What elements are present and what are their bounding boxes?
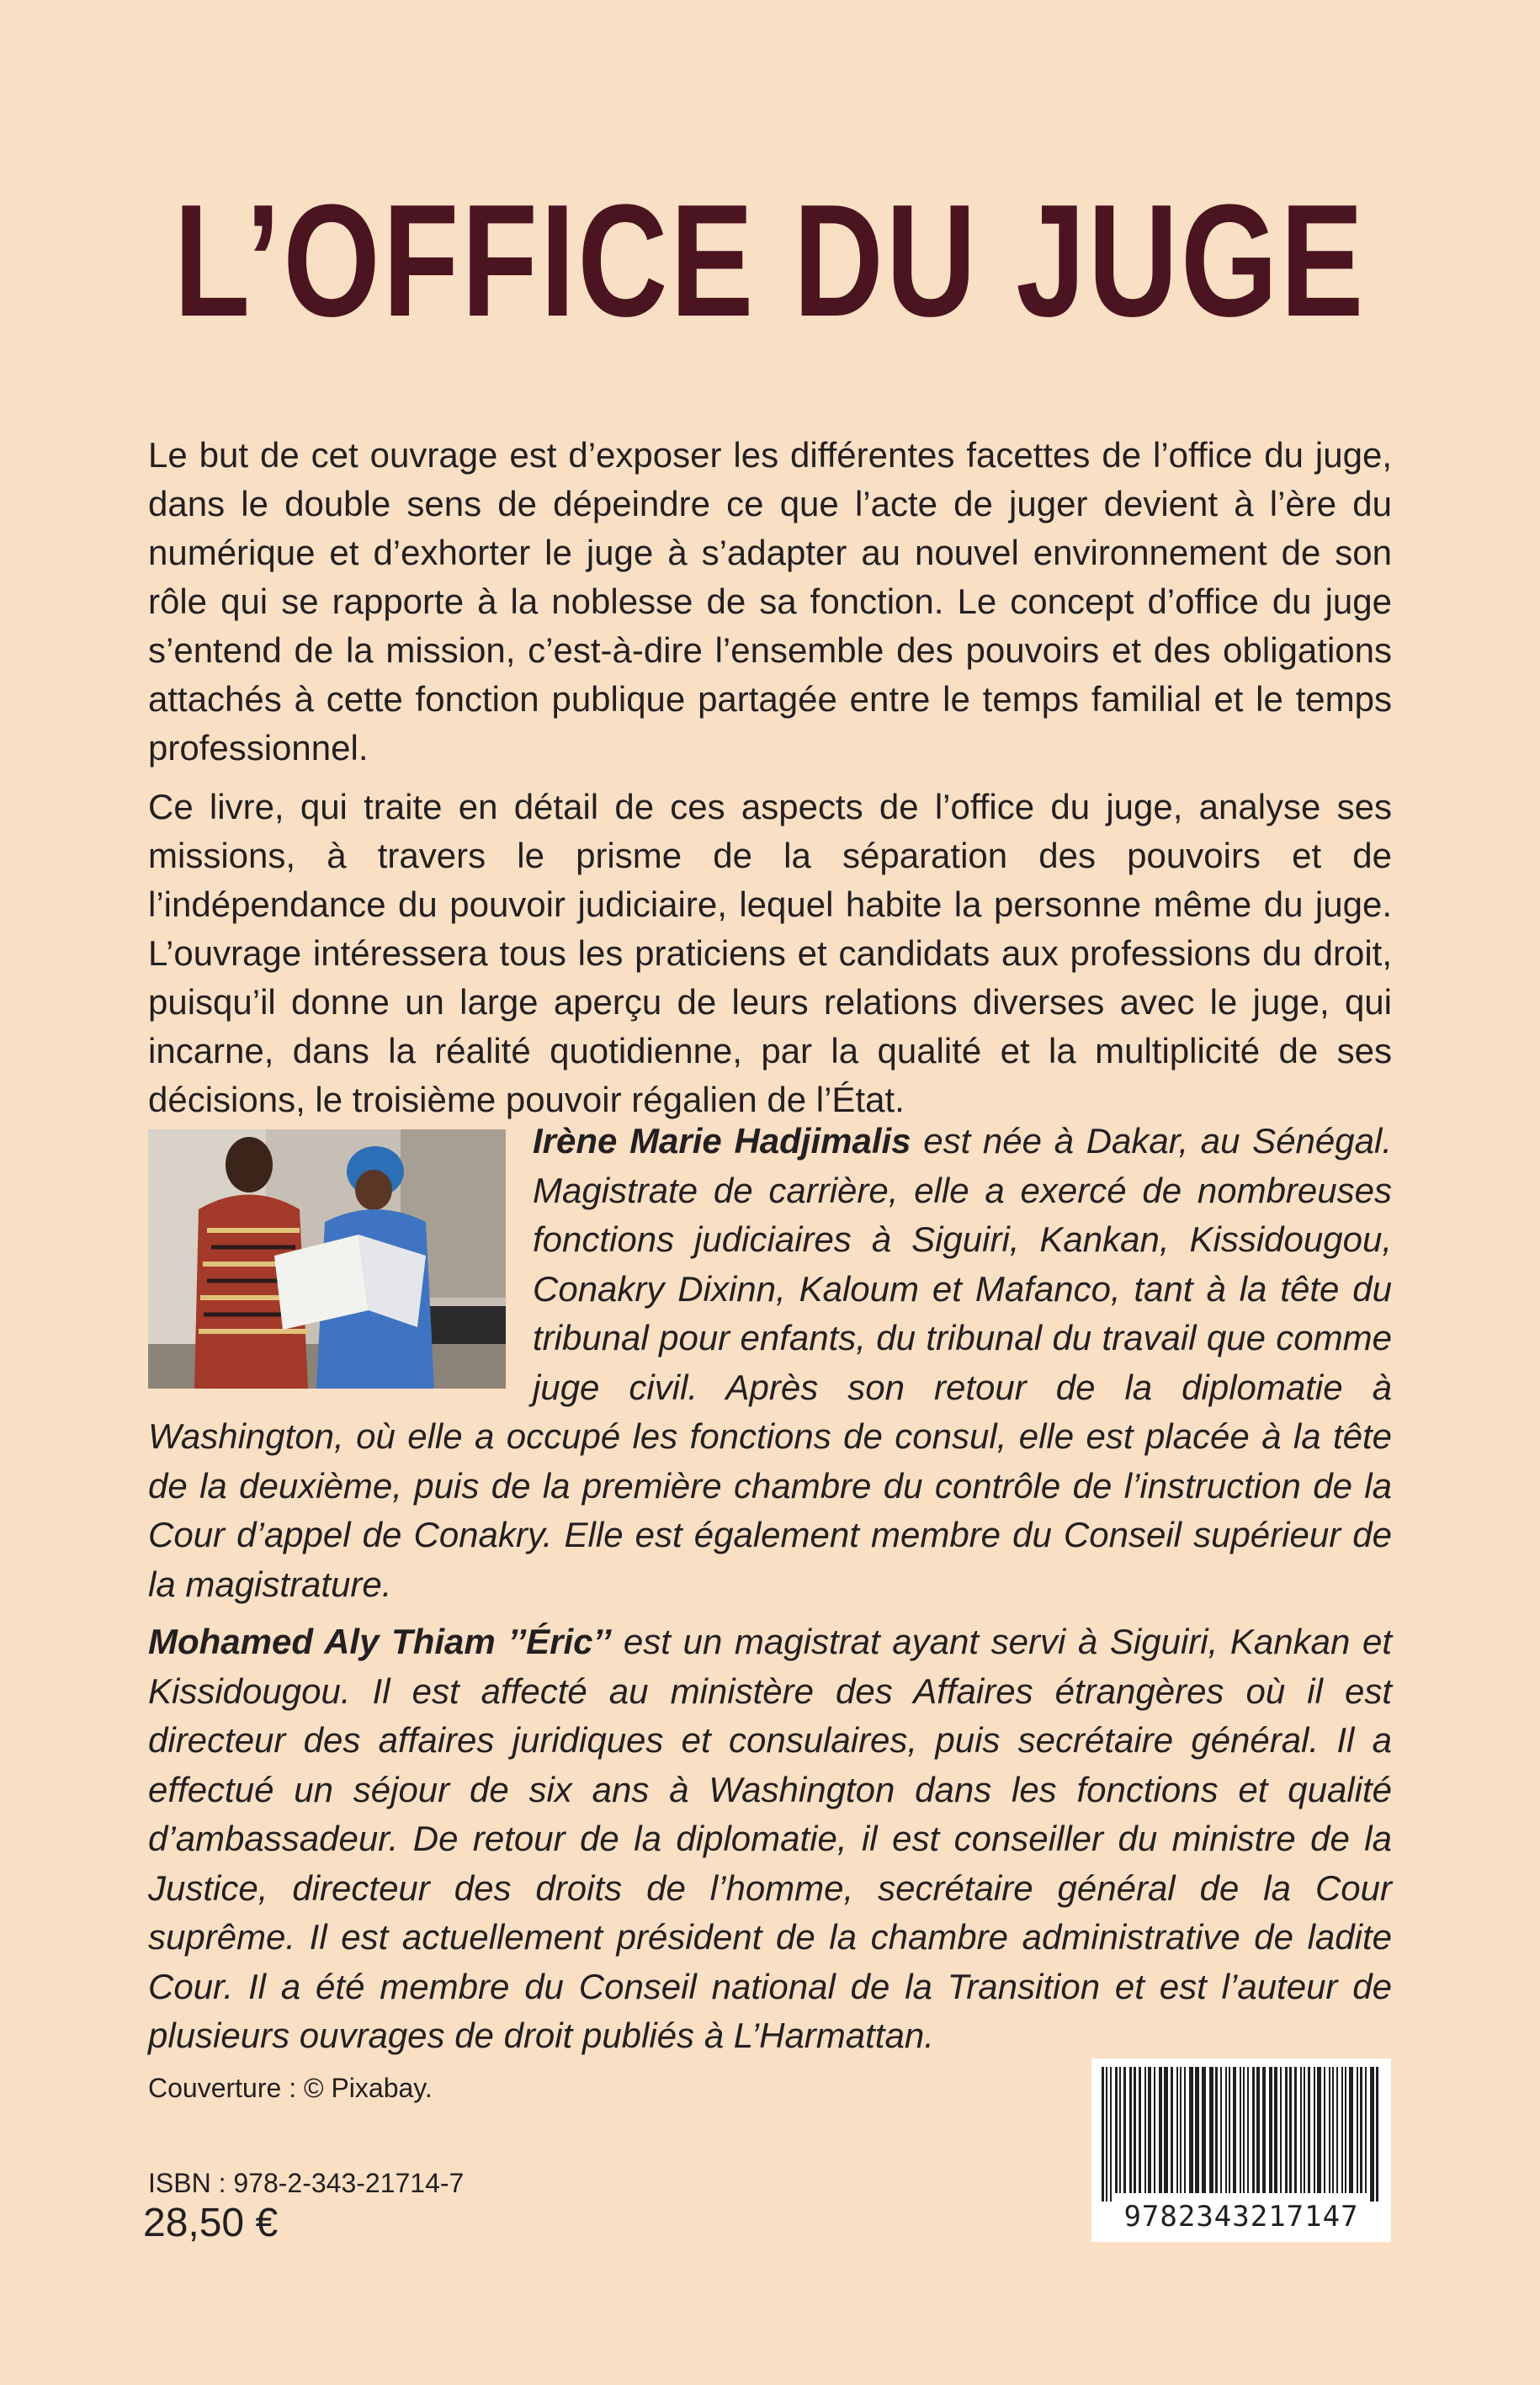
barcode-bar — [1176, 2067, 1178, 2193]
author-1-bio-text: est née à Dakar, au Sénégal. Magistrate de carrière, elle a exercé de nombreuses fonctions judiciaires à Siguiri, Kankan, Kissidougou, Conakry Dixinn, Kaloum et Mafanco, tant à la tête du tribunal pour enfants, du tribunal du travail que comme juge civil. Après son retour de la diplomatie à Washington, où elle a occupé les fonctions de consul, elle est placée à la tête de la deuxième, puis de la première chambre du contrôle de l’instruction de la Cour d’appel de Conakry. Elle est également membre du Conseil supérieur de la magistrature. — [148, 1121, 1392, 1604]
price: 28,50 € — [143, 2201, 279, 2245]
barcode-bar — [1252, 2067, 1255, 2193]
barcode-bar — [1324, 2067, 1325, 2193]
barcode-bar — [1256, 2067, 1260, 2193]
barcode-bar — [1229, 2067, 1230, 2193]
barcode-bar — [1329, 2067, 1330, 2193]
barcode-bar — [1123, 2067, 1126, 2193]
barcode-bar — [1285, 2067, 1288, 2193]
barcode-bar — [1110, 2067, 1112, 2202]
barcode-bar — [1262, 2067, 1266, 2193]
barcode-bar — [1332, 2067, 1334, 2193]
isbn: ISBN : 978-2-343-21714-7 — [148, 2168, 465, 2198]
barcode-bar — [1308, 2067, 1310, 2193]
author-bio-2 — [148, 1617, 1392, 2061]
summary-paragraph-2: Ce livre, qui traite en détail de ces aspects de l’office du juge, analyse ses missions, à travers le prisme de la séparation des pouvoirs et de l’indépendance du pouvoir judiciaire, lequel habite la personne même du juge. L’ouvrage intéressera tous les praticiens et candidats aux professions du droit, puisqu’il donne un large aperçu de leurs relations diverses avec le juge, qui incarne, dans la réalité quotidienne, par la qualité et la multiplicité de ses décisions, le troisième pouvoir régalien de l’État. — [148, 787, 1392, 1119]
barcode — [1091, 2058, 1391, 2242]
barcode-bar — [1144, 2067, 1146, 2193]
barcode-bar — [1304, 2067, 1305, 2193]
barcode-bar — [1370, 2067, 1374, 2202]
barcode-bar — [1209, 2067, 1213, 2193]
barcode-bars — [1098, 2067, 1384, 2202]
barcode-bar — [1360, 2067, 1362, 2193]
cover-credits: Couverture : © Pixabay. — [148, 2073, 433, 2103]
barcode-bar — [1154, 2067, 1155, 2193]
barcode-bar — [1247, 2067, 1249, 2193]
barcode-digits: 9782343217147 — [1123, 2200, 1359, 2234]
barcode-bar — [1164, 2067, 1168, 2193]
barcode-bar — [1357, 2067, 1358, 2193]
barcode-bar — [1220, 2067, 1222, 2193]
barcode-bar — [1243, 2067, 1245, 2193]
barcode-bar — [1289, 2067, 1292, 2193]
barcode-bar — [1159, 2067, 1162, 2193]
barcode-bar — [1336, 2067, 1338, 2193]
barcode-bar — [1195, 2067, 1199, 2193]
author-bio-1 — [148, 1117, 1392, 1609]
barcode-bar — [1139, 2067, 1141, 2193]
barcode-bar — [1215, 2067, 1218, 2193]
author-2-bio-text: est un magistrat ayant servi à Siguiri, Kankan et Kissidougou. Il est affecté au ministère des Affaires étrangères où il est directeur des affaires juridiques et consulaires, puis secrétaire général. Il a effectué un séjour de six ans à Washington dans les fonctions et qualité d’ambassadeur. De retour de la diplomatie, il est conseiller du ministre de la Justice, directeur des droits de l’homme, secrétaire général de la Cour suprême. Il est actuellement président de la chambre administrative de ladite Cour. Il a été membre du Conseil national de la Transition et est l’auteur de plusieurs ouvrages de droit publiés à L’Harmattan. — [148, 1622, 1392, 2055]
barcode-bar — [1134, 2067, 1136, 2193]
barcode-bar — [1240, 2067, 1241, 2193]
author-1-name: Irène Marie Hadjimalis — [533, 1121, 911, 1161]
barcode-bar — [1345, 2067, 1346, 2193]
book-title: L’OFFICE DU JUGE — [173, 172, 1367, 350]
barcode-bar — [1300, 2067, 1302, 2193]
barcode-bar — [1115, 2067, 1118, 2193]
barcode-bar — [1233, 2067, 1236, 2193]
author-2-name: Mohamed Aly Thiam ’’Éric’’ — [148, 1622, 612, 1661]
barcode-bar — [1148, 2067, 1151, 2193]
barcode-bar — [1225, 2067, 1227, 2193]
barcode-bar — [1274, 2067, 1277, 2193]
barcode-bar — [1129, 2067, 1132, 2193]
barcode-bar — [1341, 2067, 1343, 2193]
barcode-bar — [1349, 2067, 1353, 2193]
barcode-bar — [1280, 2067, 1282, 2193]
barcode-bar — [1184, 2067, 1186, 2193]
barcode-bar — [1171, 2067, 1173, 2193]
barcode-bar — [1376, 2067, 1378, 2202]
barcode-bar — [1102, 2067, 1104, 2202]
barcode-bar — [1119, 2067, 1121, 2193]
barcode-bar — [1317, 2067, 1321, 2193]
barcode-bar — [1294, 2067, 1297, 2193]
barcode-bar — [1106, 2067, 1107, 2202]
barcode-bar — [1365, 2067, 1367, 2193]
summary-paragraph-1: Le but de cet ouvrage est d’exposer les différentes facettes de l’office du juge, dans le double sens de dépeindre ce que l’acte de juger devient à l’ère du numérique et d’exhorter le juge à s’adapter au nouvel environnement de son rôle qui se rapporte à la noblesse de sa fonction. Le concept d’office du juge s’entend de la mission, c’est-à-dire l’ensemble des pouvoirs et des obligations attachés à cette fonction publique partagée entre le temps familial et le temps professionnel. — [148, 435, 1392, 768]
authors-photo — [148, 1129, 506, 1389]
barcode-bar — [1189, 2067, 1193, 2193]
barcode-bar — [1202, 2067, 1206, 2193]
barcode-bar — [1269, 2067, 1272, 2193]
barcode-bar — [1314, 2067, 1315, 2193]
barcode-bar — [1180, 2067, 1182, 2193]
